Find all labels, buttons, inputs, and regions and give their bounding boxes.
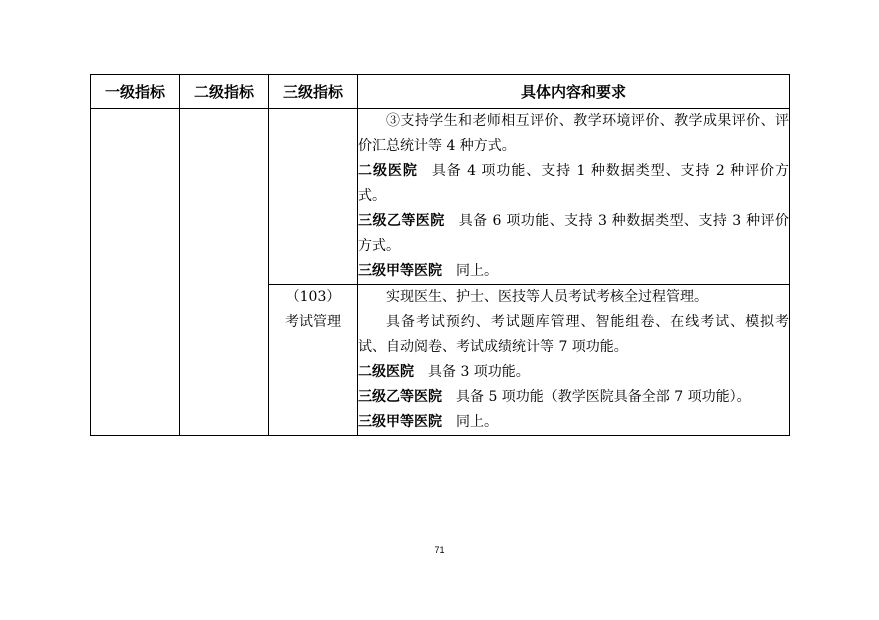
requirement-text: 具备 4 项功能、支持 1 种数据类型、支持 2 种评价方式。: [358, 163, 790, 204]
requirement-line: [358, 385, 789, 410]
requirement-level: 二级医院: [358, 364, 414, 380]
requirement-level: 二级医院: [358, 163, 418, 179]
page-number: 71: [434, 545, 445, 555]
header-level2: 二级指标: [180, 75, 269, 109]
level3-cell: [269, 285, 358, 436]
requirement-text: 具备 6 项功能、支持 3 种数据类型、支持 3 种评价方式。: [358, 213, 790, 254]
indicator-name: 考试管理: [285, 314, 341, 330]
requirement-text: 具备 5 项功能（教学医院具备全部 7 项功能）。: [456, 389, 751, 405]
table-row: [91, 109, 790, 285]
requirement-level: 三级乙等医院: [358, 213, 445, 229]
requirement-text: 同上。: [456, 414, 498, 430]
level1-cell: [91, 109, 180, 436]
indicator-code: （103）: [285, 289, 341, 305]
header-content: 具体内容和要求: [358, 75, 790, 109]
content-cell: [358, 109, 790, 285]
level2-cell: [180, 109, 269, 436]
table-header-row: [91, 75, 790, 109]
requirement-text: 具备 3 项功能。: [428, 364, 530, 380]
content-cell: [358, 285, 790, 436]
requirement-line: [358, 209, 789, 259]
requirement-level: 三级甲等医院: [358, 263, 442, 279]
requirement-line: [358, 159, 789, 209]
requirement-text: 同上。: [456, 263, 498, 279]
header-level1: 一级指标: [91, 75, 180, 109]
level3-cell: [269, 109, 358, 285]
content-paragraph: 实现医生、护士、医技等人员考试考核全过程管理。: [386, 289, 708, 305]
requirement-line: [358, 259, 789, 284]
content-paragraph: 具备考试预约、考试题库管理、智能组卷、在线考试、模拟考试、自动阅卷、考试成绩统计等 7 项功能。: [358, 314, 789, 355]
content-paragraph: ③支持学生和老师相互评价、教学环境评价、教学成果评价、评价汇总统计等 4 种方式。: [358, 113, 789, 154]
requirement-level: 三级甲等医院: [358, 414, 442, 430]
requirements-table: [90, 74, 790, 436]
requirement-level: 三级乙等医院: [358, 389, 442, 405]
requirement-line: [358, 360, 789, 385]
header-level3: 三级指标: [269, 75, 358, 109]
requirement-line: [358, 410, 789, 435]
